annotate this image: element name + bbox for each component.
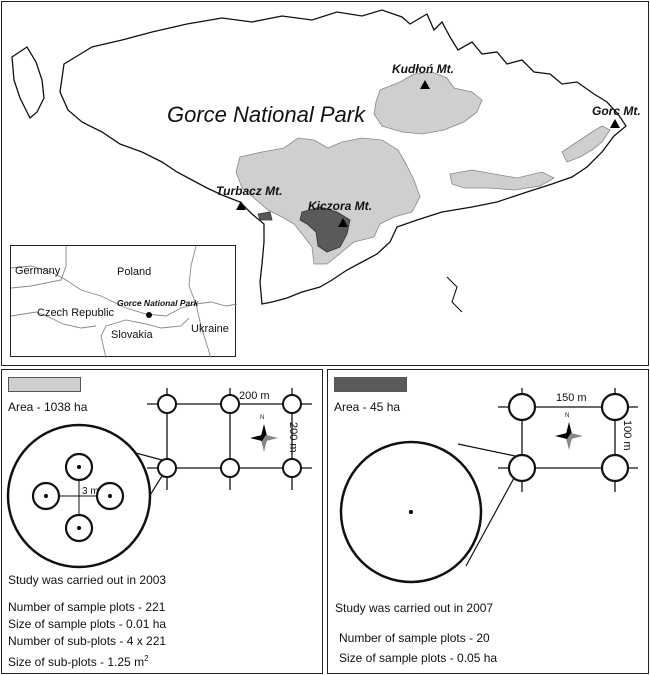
park-map xyxy=(1,1,649,366)
inset-label-ukraine: Ukraine xyxy=(191,323,229,335)
grid-plot xyxy=(158,459,176,477)
inset-map xyxy=(10,245,236,357)
inset-label-poland: Poland xyxy=(117,266,152,278)
sample-plot-count-2003: Number of sample plots - 221 xyxy=(8,600,166,614)
legend-area-2003: Area - 1038 ha xyxy=(8,400,88,414)
inset-label-slovakia: Slovakia xyxy=(111,329,153,341)
inset-label-czech-republic: Czech Republic xyxy=(37,307,115,319)
compass-north-2003: N xyxy=(260,415,265,421)
study-year-2003: Study was carried out in 2003 xyxy=(8,573,167,587)
park-boundary xyxy=(12,47,44,118)
sub-plot-size-text: Size of sub-plots - 1.25 m xyxy=(8,655,145,669)
grid-plot xyxy=(283,459,301,477)
grid-plot xyxy=(221,395,239,413)
sample-plot-size-2003: Size of sample plots - 0.01 ha xyxy=(8,617,167,631)
study-panel-2007 xyxy=(327,369,649,674)
grid-plot xyxy=(283,395,301,413)
compass-north-2007: N xyxy=(565,413,570,419)
grid-spacing-x-2007: 150 m xyxy=(556,392,587,404)
grid-plot xyxy=(509,394,535,420)
sub-plot-count-2003: Number of sub-plots - 4 x 221 xyxy=(8,634,167,648)
legend-area-2007: Area - 45 ha xyxy=(334,400,401,414)
study-year-2007: Study was carried out in 2007 xyxy=(335,601,494,615)
peak-label-kiczora: Kiczora Mt. xyxy=(308,199,373,213)
peak-label-gorc: Gorc Mt. xyxy=(592,104,641,118)
inset-park-dot xyxy=(146,312,152,318)
boundary-detail xyxy=(447,277,462,312)
sub-plot-size-sup: 2 xyxy=(144,654,149,663)
grid-plot xyxy=(602,394,628,420)
sub-plot-size-2003 xyxy=(8,650,149,671)
grid-plot xyxy=(509,455,535,481)
subplot-distance: 3 m xyxy=(82,486,99,497)
compass-rose-2003 xyxy=(250,424,278,452)
sample-plot-size-2007: Size of sample plots - 0.05 ha xyxy=(339,651,498,665)
peak-label-turbacz: Turbacz Mt. xyxy=(216,184,283,198)
inset-label-park: Gorce National Park xyxy=(117,298,199,308)
park-title: Gorce National Park xyxy=(167,102,366,127)
grid-plot xyxy=(158,395,176,413)
grid-plot xyxy=(221,459,239,477)
grid-spacing-y-2003: 200 m xyxy=(287,422,299,453)
compass-rose-2007 xyxy=(555,422,583,450)
grid-plot xyxy=(602,455,628,481)
plot-center xyxy=(409,510,413,514)
grid-spacing-y-2007: 100 m xyxy=(621,420,633,451)
inset-label-germany: Germany xyxy=(15,265,61,277)
peak-label-kudlon: Kudłoń Mt. xyxy=(392,62,454,76)
grid-spacing-x-2003: 200 m xyxy=(239,390,270,402)
sample-plot-count-2007: Number of sample plots - 20 xyxy=(339,631,490,645)
study-panel-2003 xyxy=(1,369,323,674)
